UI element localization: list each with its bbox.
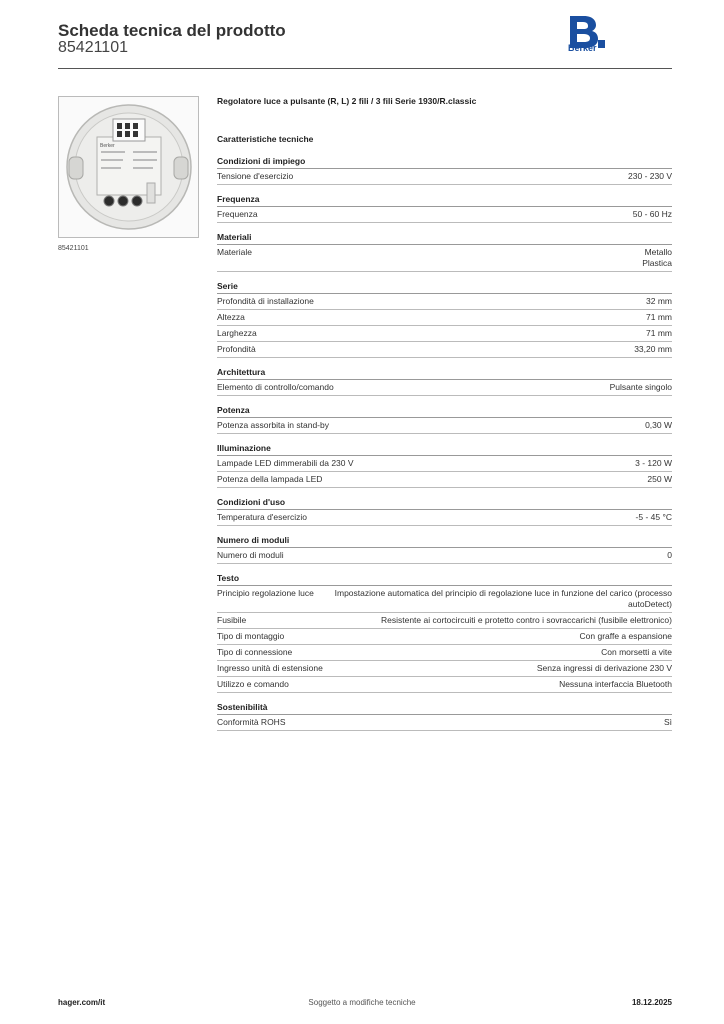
berker-logo <box>566 14 606 60</box>
spec-section <box>217 232 672 272</box>
spec-row <box>217 418 672 434</box>
spec-value <box>334 382 672 393</box>
section-title: Materiali <box>217 232 672 245</box>
spec-row <box>217 510 672 526</box>
spec-value-line: 32 mm <box>646 296 672 306</box>
spec-value-line: Plastica <box>642 258 672 268</box>
brand-name: Berker <box>568 43 597 53</box>
spec-row <box>217 310 672 326</box>
section-title: Serie <box>217 281 672 294</box>
spec-section <box>217 156 672 185</box>
spec-value <box>292 647 672 658</box>
product-title: Regolatore luce a pulsante (R, L) 2 fili / 3 fili Serie 1930/R.classic <box>217 96 477 106</box>
section-title: Condizioni di impiego <box>217 156 672 169</box>
spec-row <box>217 677 672 693</box>
spec-section <box>217 573 672 693</box>
spec-row <box>217 326 672 342</box>
spec-value <box>314 296 672 307</box>
product-image <box>58 96 199 238</box>
spec-section <box>217 194 672 223</box>
spec-row <box>217 342 672 358</box>
spec-value <box>252 247 672 269</box>
spec-value-line: Senza ingressi di derivazione 230 V <box>536 663 672 673</box>
dimmer-insert-illustration <box>59 97 198 237</box>
spec-value-line: Con graffe a espansione <box>579 631 672 641</box>
spec-label: Temperatura d'esercizio <box>217 512 307 522</box>
section-title: Condizioni d'uso <box>217 497 672 510</box>
spec-label: Lampade LED dimmerabili da 230 V <box>217 458 354 468</box>
spec-value-line: Impostazione automatica del principio di regolazione luce in funzione del carico (processo autoDetect) <box>334 588 672 609</box>
spec-value-line: 230 - 230 V <box>628 171 672 181</box>
spec-row <box>217 472 672 488</box>
spec-value <box>293 171 672 182</box>
spec-value-line: 71 mm <box>646 328 672 338</box>
spec-value-line: 0,30 W <box>645 420 672 430</box>
spec-row <box>217 661 672 677</box>
spec-row <box>217 456 672 472</box>
footer-site: hager.com/it <box>58 998 106 1007</box>
spec-value <box>284 550 672 561</box>
spec-value-line: Con morsetti a vite <box>601 647 672 657</box>
document-title: Scheda tecnica del prodotto <box>58 21 286 40</box>
spec-section <box>217 535 672 564</box>
spec-label: Ingresso unità di estensione <box>217 663 323 673</box>
spec-value <box>246 615 672 626</box>
spec-section <box>217 702 672 731</box>
spec-value <box>289 679 672 690</box>
spec-value <box>314 588 672 610</box>
spec-label: Numero di moduli <box>217 550 284 560</box>
section-title: Testo <box>217 573 672 586</box>
spec-label: Tipo di montaggio <box>217 631 285 641</box>
spec-value-line: -5 - 45 °C <box>635 512 672 522</box>
spec-row <box>217 169 672 185</box>
spec-label: Conformità ROHS <box>217 717 286 727</box>
spec-value <box>284 631 672 642</box>
spec-label: Fusibile <box>217 615 247 625</box>
spec-value-line: Sì <box>663 717 672 727</box>
spec-value <box>245 312 672 323</box>
spec-value-line: 71 mm <box>646 312 672 322</box>
spec-value <box>354 458 672 469</box>
spec-label: Frequenza <box>217 209 258 219</box>
spec-label: Tipo di connessione <box>217 647 293 657</box>
spec-value <box>307 512 672 523</box>
header-divider <box>58 68 672 69</box>
spec-sections <box>217 156 672 731</box>
spec-row <box>217 586 672 613</box>
spec-label: Principio regolazione luce <box>217 588 314 598</box>
spec-value <box>257 328 672 339</box>
spec-content <box>217 96 672 740</box>
spec-section <box>217 367 672 396</box>
spec-label: Larghezza <box>217 328 257 338</box>
spec-row <box>217 294 672 310</box>
spec-value-line: 33,20 mm <box>634 344 672 354</box>
spec-row <box>217 613 672 629</box>
spec-row <box>217 645 672 661</box>
spec-row <box>217 207 672 223</box>
spec-label: Materiale <box>217 247 252 257</box>
spec-value-line: 0 <box>667 550 672 560</box>
section-title: Numero di moduli <box>217 535 672 548</box>
spec-label: Utilizzo e comando <box>217 679 289 689</box>
spec-label: Altezza <box>217 312 245 322</box>
technical-heading: Caratteristiche tecniche <box>217 134 314 144</box>
footer-note: Soggetto a modifiche tecniche <box>308 998 416 1007</box>
image-brand-label: Berker <box>100 143 115 149</box>
section-title: Potenza <box>217 405 672 418</box>
spec-value-line: 3 - 120 W <box>635 458 672 468</box>
spec-row <box>217 715 672 731</box>
spec-value <box>322 474 672 485</box>
spec-value <box>258 209 672 220</box>
spec-value <box>323 663 672 674</box>
spec-section <box>217 405 672 434</box>
spec-row <box>217 245 672 272</box>
spec-value-line: 50 - 60 Hz <box>632 209 672 219</box>
spec-section <box>217 443 672 488</box>
spec-value <box>329 420 672 431</box>
spec-label: Profondità di installazione <box>217 296 314 306</box>
spec-label: Tensione d'esercizio <box>217 171 294 181</box>
spec-row <box>217 629 672 645</box>
spec-value-line: Metallo <box>644 247 672 257</box>
spec-section <box>217 281 672 358</box>
spec-section <box>217 497 672 526</box>
spec-value-line: Resistente ai cortocircuiti e protetto contro i sovraccarichi (fusibile elettronico) <box>380 615 672 625</box>
spec-value-line: Nessuna interfaccia Bluetooth <box>559 679 672 689</box>
spec-label: Potenza assorbita in stand-by <box>217 420 329 430</box>
spec-value <box>256 344 672 355</box>
spec-value <box>286 717 673 728</box>
section-title: Architettura <box>217 367 672 380</box>
spec-label: Potenza della lampada LED <box>217 474 323 484</box>
section-title: Frequenza <box>217 194 672 207</box>
footer-date: 18.12.2025 <box>631 998 672 1007</box>
section-title: Illuminazione <box>217 443 672 456</box>
spec-value-line: 250 W <box>647 474 672 484</box>
product-code: 85421101 <box>58 39 128 56</box>
image-caption: 85421101 <box>58 245 89 252</box>
spec-value-line: Pulsante singolo <box>609 382 672 392</box>
section-title: Sostenibilità <box>217 702 672 715</box>
spec-row <box>217 380 672 396</box>
spec-label: Elemento di controllo/comando <box>217 382 334 392</box>
spec-row <box>217 548 672 564</box>
spec-label: Profondità <box>217 344 256 354</box>
